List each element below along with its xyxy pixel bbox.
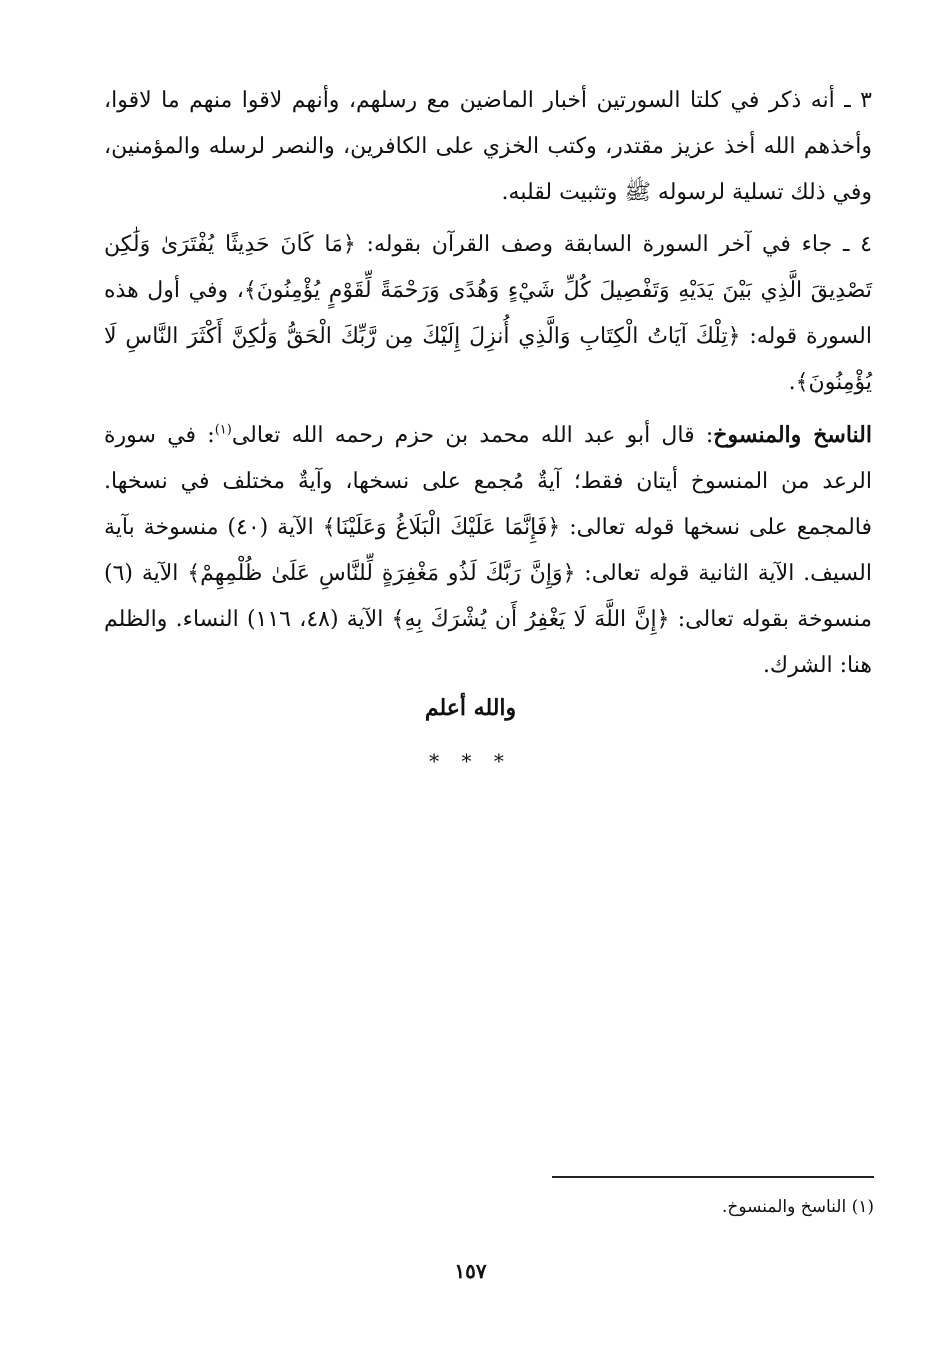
closing-phrase: والله أعلم (424, 695, 517, 721)
abrogation-heading: الناسخ والمنسوخ (713, 422, 872, 448)
footnote: (١) الناسخ والمنسوخ. (721, 1197, 874, 1217)
abrogation-intro: : قال أبو عبد الله محمد بن حزم رحمه الله تعالى (231, 423, 714, 448)
paragraph-point-3: ٣ ـ أنه ذكر في كلتا السورتين أخبار الماضين مع رسلهم، وأنهم لاقوا منهم ما لاقوا، وأخذهم الله أخذ عزيز مقتدر، وكتب الخزي على الكافرين، والنصر لرسله والمؤمنين، وفي ذلك تسلية لرسوله ﷺ وتثبيت لقلبه. (104, 88, 872, 205)
footnote-reference: (١) (214, 422, 232, 438)
footnote-divider (552, 1176, 874, 1178)
abrogation-body: : في سورة الرعد من المنسوخ أيتان فقط؛ آيةٌ مُجمع على نسخها، وآيةٌ مختلف في نسخها. فالمجمع على نسخها قوله تعالى: ﴿فَإِنَّمَا عَلَيْكَ الْبَلَاغُ وَعَلَيْنَا﴾ الآية (٤٠) منسوخة بآية السيف. الآية الثانية قوله تعالى: ﴿وَإِنَّ رَبَّكَ لَذُو مَغْفِرَةٍ لِّلنَّاسِ عَلَىٰ ظُلْمِهِمْ﴾ الآية (٦) منسوخة بقوله تعالى: ﴿إِنَّ اللَّهَ لَا يَغْفِرُ أَن يُشْرَكَ بِهِ﴾ الآية (٤٨، ١١٦) النساء. والظلم هنا: الشرك. (104, 423, 873, 678)
paragraph-point-4: ٤ ـ جاء في آخر السورة السابقة وصف القرآن بقوله: ﴿مَا كَانَ حَدِيثًا يُفْتَرَىٰ وَلَٰكِن تَصْدِيقَ الَّذِي بَيْنَ يَدَيْهِ وَتَفْصِيلَ كُلِّ شَيْءٍ وَهُدًى وَرَحْمَةً لِّقَوْمٍ يُؤْمِنُونَ﴾، وفي أول هذه السورة قوله: ﴿تِلْكَ آيَاتُ الْكِتَابِ وَالَّذِي أُنزِلَ إِلَيْكَ مِن رَّبِّكَ الْحَقُّ وَلَٰكِنَّ أَكْثَرَ النَّاسِ لَا يُؤْمِنُونَ﴾. (104, 232, 872, 395)
page-number: ١٥٧ (454, 1259, 487, 1283)
paragraph-abrogation (104, 412, 872, 689)
section-separator: * * * (429, 749, 512, 773)
